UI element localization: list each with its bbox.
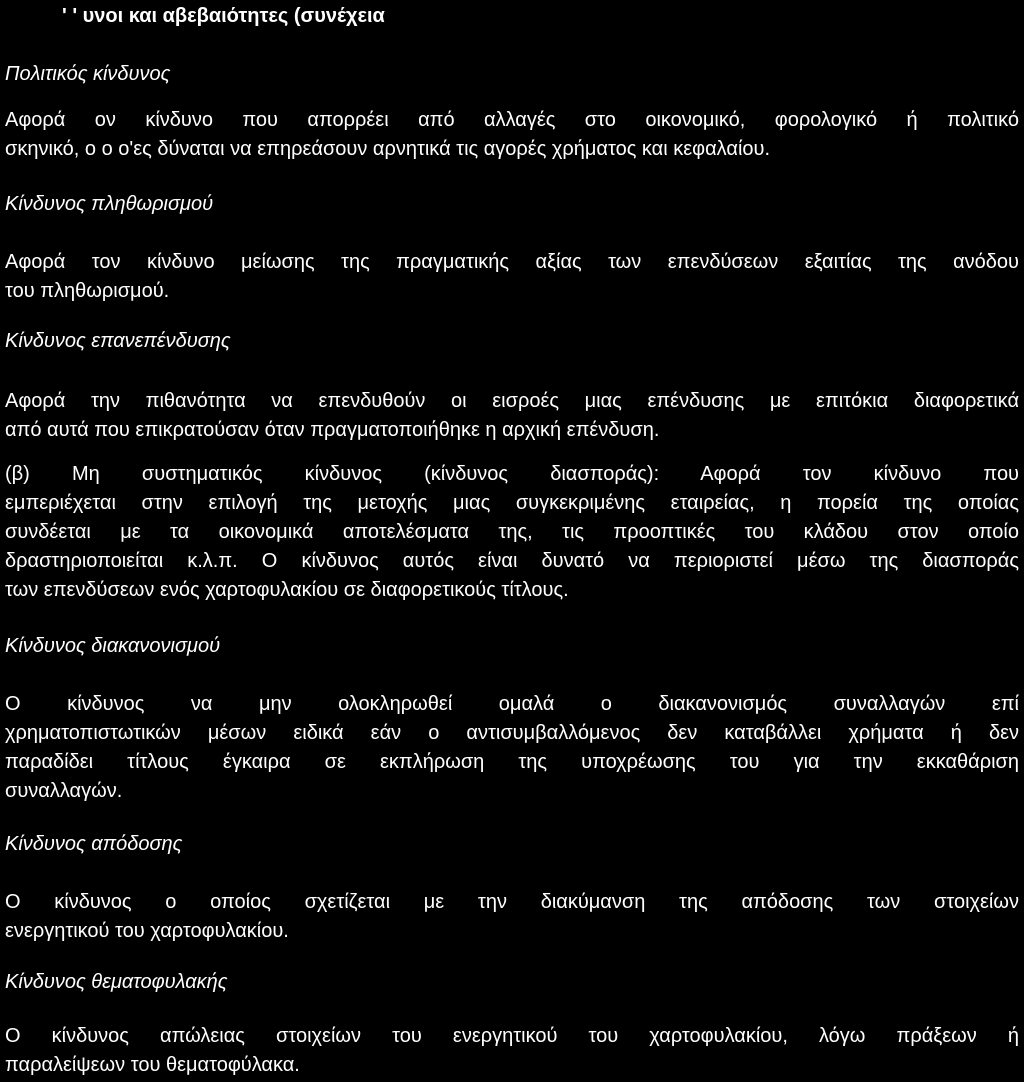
text-line: Ο κίνδυνος να μην ολοκληρωθεί ομαλά ο διακανονισμός συναλλαγών επί (5, 693, 1019, 715)
text-line: Ο κίνδυνος ο οποίος σχετίζεται με την διακύμανση της απόδοσης των στοιχείων (5, 891, 1019, 913)
text-line: από αυτά που επικρατούσαν όταν πραγματοποιήθηκε η αρχική επένδυση. (5, 419, 660, 441)
section-body-reinvestment-risk (5, 387, 1019, 445)
text-line: δραστηριοποιείται κ.λ.π. Ο κίνδυνος αυτός είναι δυνατό να περιοριστεί μέσω της διασποράς (5, 550, 1019, 572)
section-heading-political-risk: Πολιτικός κίνδυνος (5, 63, 171, 85)
text-line: σκηνικό, ο ο ο'ες δύναται να επηρεάσουν αρνητικά τις αγορές χρήματος και κεφαλαίου. (5, 138, 770, 160)
text-line: Ο κίνδυνος απώλειας στοιχείων του ενεργητικού του χαρτοφυλακίου, λόγω πράξεων ή (5, 1025, 1019, 1047)
section-heading-reinvestment-risk: Κίνδυνος επανεπένδυσης (5, 330, 231, 352)
section-heading-inflation-risk: Κίνδυνος πληθωρισμού (5, 193, 214, 215)
section-body-settlement-risk (5, 690, 1019, 806)
section-body-political-risk (5, 106, 1019, 164)
text-line: συνδέεται με τα οικονομικά αποτελέσματα της, τις προοπτικές του κλάδου στον οποίο (5, 521, 1019, 543)
section-body-custody-risk (5, 1022, 1019, 1080)
section-heading-settlement-risk: Κίνδυνος διακανονισμού (5, 635, 221, 657)
section-body-inflation-risk (5, 248, 1019, 306)
text-line: παραδίδει τίτλους έγκαιρα σε εκπλήρωση της υποχρέωσης του για την εκκαθάριση (5, 751, 1019, 773)
text-line: (β) Μη συστηματικός κίνδυνος (κίνδυνος διασποράς): Αφορά τον κίνδυνο που (5, 463, 1019, 485)
text-line: ενεργητικού του χαρτοφυλακίου. (5, 920, 289, 942)
section-body-return-risk (5, 888, 1019, 946)
text-line: εμπεριέχεται στην επιλογή της μετοχής μιας συγκεκριμένης εταιρείας, η πορεία της οποίας (5, 492, 1019, 514)
text-line: παραλείψεων του θεματοφύλακα. (5, 1054, 300, 1076)
page-title: ' ' υνοι και αβεβαιότητες (συνέχεια (62, 5, 385, 27)
section-heading-return-risk: Κίνδυνος απόδοσης (5, 833, 183, 855)
text-line: Αφορά ον κίνδυνο που απορρέει από αλλαγές στο οικονομικό, φορολογικό ή πολιτικό (5, 109, 1019, 131)
section-body-unsystematic-risk (5, 460, 1019, 605)
text-line: των επενδύσεων ενός χαρτοφυλακίου σε διαφορετικούς τίτλους. (5, 579, 569, 601)
text-line: χρηματοπιστωτικών μέσων ειδικά εάν ο αντισυμβαλλόμενος δεν καταβάλλει χρήματα ή δεν (5, 722, 1019, 744)
text-line: Αφορά την πιθανότητα να επενδυθούν οι εισροές μιας επένδυσης με επιτόκια διαφορετικά (5, 390, 1019, 412)
text-line: του πληθωρισμού. (5, 280, 170, 302)
text-line: συναλλαγών. (5, 780, 123, 802)
text-line: Αφορά τον κίνδυνο μείωσης της πραγματικής αξίας των επενδύσεων εξαιτίας της ανόδου (5, 251, 1019, 273)
section-heading-custody-risk: Κίνδυνος θεματοφυλακής (5, 971, 228, 993)
